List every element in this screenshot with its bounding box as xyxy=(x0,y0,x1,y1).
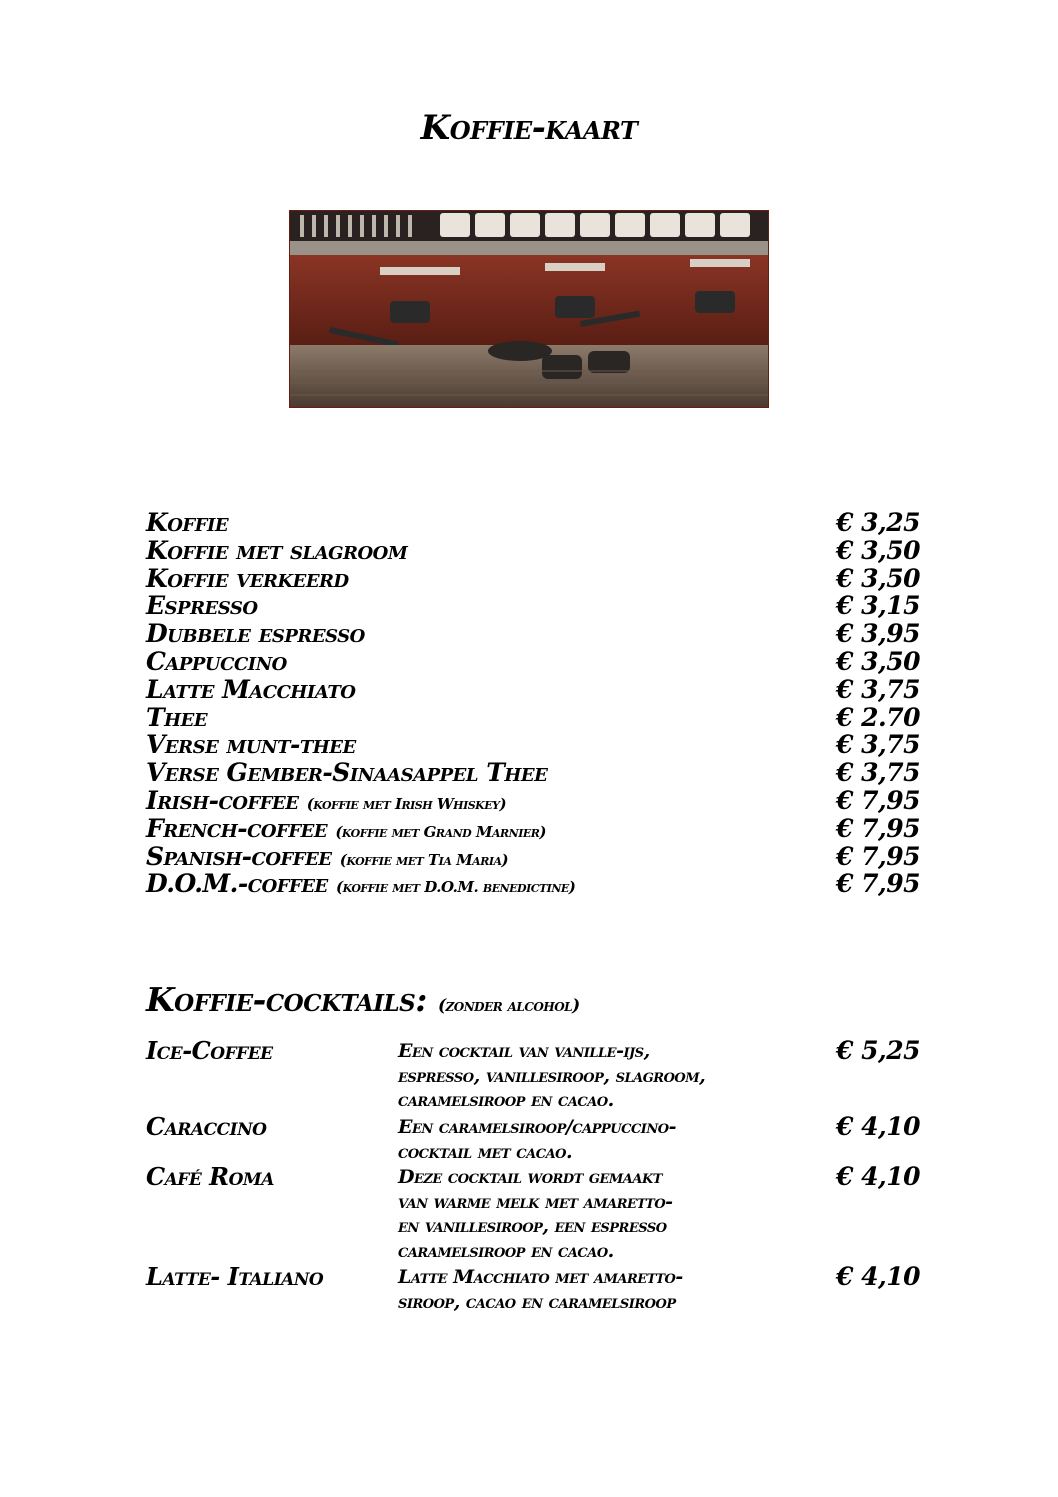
menu-item-name xyxy=(146,814,546,843)
menu-item-label: French-coffee xyxy=(146,813,328,843)
menu-item-price: € 7,95 xyxy=(836,841,920,871)
menu-item-price: € 3,15 xyxy=(836,591,920,621)
menu-item-name xyxy=(146,564,349,593)
menu-item-label: Dubbele espresso xyxy=(146,619,365,649)
cocktail-description-line: caramelsiroop en cacao. xyxy=(398,1239,614,1262)
menu-item-label: Cappuccino xyxy=(146,647,287,676)
menu-item-price: € 3,75 xyxy=(836,730,920,760)
menu-item xyxy=(146,591,926,619)
menu-item-label: Espresso xyxy=(146,591,258,621)
cocktails-heading-text: Koffie-cocktails: xyxy=(146,980,427,1019)
menu-item-price: € 2.70 xyxy=(836,702,920,732)
menu-item-note: (koffie met Grand Marnier) xyxy=(335,822,547,841)
menu-item-price: € 3,50 xyxy=(836,563,920,593)
cocktail-price: € 5,25 xyxy=(836,1036,920,1065)
menu-item xyxy=(146,647,926,675)
menu-item-name xyxy=(146,758,547,787)
menu-item xyxy=(146,536,926,564)
menu-item-name xyxy=(146,869,575,898)
menu-item-note: (koffie met Irish Whiskey) xyxy=(306,795,507,813)
menu-item xyxy=(146,842,926,870)
cocktail-description-line: Een caramelsiroop/cappuccino- xyxy=(398,1116,676,1138)
menu-item-label: Irish-coffee xyxy=(146,786,299,815)
menu-item-price: € 7,95 xyxy=(836,869,920,899)
espresso-machine-photo xyxy=(289,210,769,408)
menu-item xyxy=(146,758,926,786)
cocktail-description-line: siroop, cacao en caramelsiroop xyxy=(398,1290,676,1313)
cocktail-description xyxy=(398,1115,838,1164)
menu-item-label: D.O.M.-coffee xyxy=(146,869,328,899)
menu-item-name xyxy=(146,703,207,732)
menu-item xyxy=(146,814,926,842)
menu-item-label: Latte Macchiato xyxy=(146,674,356,704)
menu-item-name xyxy=(146,508,228,537)
cocktails-heading xyxy=(146,980,580,1019)
page-title: Koffie-kaart xyxy=(420,108,638,148)
menu-item-label: Spanish-coffee xyxy=(146,841,332,871)
cocktail-description-line: Latte Macchiato met amaretto- xyxy=(398,1266,683,1288)
menu-item-label: Koffie met slagroom xyxy=(146,535,408,565)
cocktail-description-line: caramelsiroop en cacao. xyxy=(398,1089,614,1111)
menu-item xyxy=(146,675,926,703)
cocktail-name: Café Roma xyxy=(146,1162,274,1191)
menu-item-label: Verse Gember-Sinaasappel Thee xyxy=(146,758,548,788)
cocktail-description-line: espresso, vanillesiroop, slagroom, xyxy=(398,1064,706,1087)
menu-item xyxy=(146,730,926,758)
menu-item-name xyxy=(146,591,258,620)
menu-item-label: Verse munt-thee xyxy=(146,730,356,760)
menu-item-note: (koffie met D.O.M. benedictine) xyxy=(335,878,576,897)
menu-item-price: € 3,50 xyxy=(836,647,920,676)
menu-item-label: Koffie verkeerd xyxy=(146,563,349,593)
menu-item xyxy=(146,703,926,731)
cocktail-description xyxy=(398,1039,838,1113)
menu-item-price: € 7,95 xyxy=(836,813,920,843)
menu-item xyxy=(146,869,926,897)
cocktail-description-line: van warme melk met amaretto- xyxy=(398,1190,673,1213)
menu-item-price: € 3,75 xyxy=(836,758,920,788)
menu-item-price: € 3,75 xyxy=(836,674,920,704)
menu-item-price: € 3,50 xyxy=(836,535,920,565)
menu-item-price: € 3,95 xyxy=(836,619,920,649)
menu-item xyxy=(146,508,926,536)
menu-item-price: € 3,25 xyxy=(836,508,920,537)
cocktail-description-line: Deze cocktail wordt gemaakt xyxy=(398,1166,662,1188)
menu-item-label: Koffie xyxy=(146,508,229,537)
cocktail-description-line: en vanillesiroop, een espresso xyxy=(398,1215,667,1237)
menu-item-price: € 7,95 xyxy=(836,786,920,815)
menu-item-name xyxy=(146,730,356,759)
cocktail-price: € 4,10 xyxy=(836,1112,920,1141)
cocktail-price: € 4,10 xyxy=(836,1162,920,1191)
menu-item-name xyxy=(146,786,506,815)
menu-item-name xyxy=(146,536,407,565)
cocktail-name: Ice-Coffee xyxy=(146,1036,273,1065)
cocktail-description xyxy=(398,1165,838,1263)
menu-item-name xyxy=(146,842,508,871)
cocktail-name: Latte- Italiano xyxy=(146,1262,324,1291)
menu-item-name xyxy=(146,675,355,704)
menu-item-name xyxy=(146,619,365,648)
menu-item xyxy=(146,564,926,592)
menu-item-note: (koffie met Tia Maria) xyxy=(339,850,509,869)
menu-item-label: Thee xyxy=(146,702,208,732)
cocktail-description xyxy=(398,1265,838,1314)
cocktails-subheading: (zonder alcohol) xyxy=(437,996,580,1016)
menu-item xyxy=(146,786,926,814)
cocktail-description-line: Een cocktail van vanille-ijs, xyxy=(398,1040,650,1062)
menu-item xyxy=(146,619,926,647)
menu-item-name xyxy=(146,647,287,676)
cocktail-price: € 4,10 xyxy=(836,1262,920,1291)
cocktail-name: Caraccino xyxy=(146,1112,267,1141)
cocktail-description-line: cocktail met cacao. xyxy=(398,1140,573,1163)
